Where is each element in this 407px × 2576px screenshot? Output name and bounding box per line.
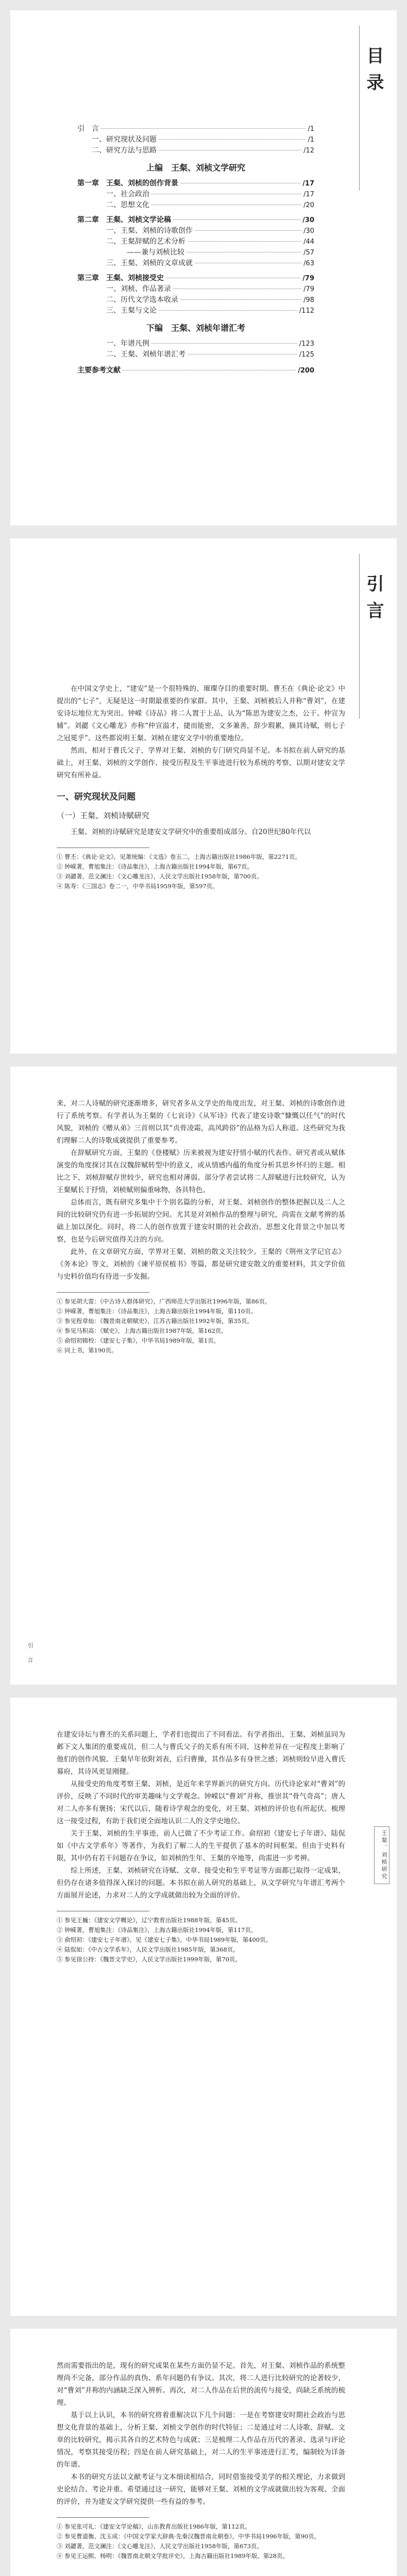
toc-entry-label: 一、年谱凡例 xyxy=(106,340,149,348)
toc-entry-label: 主要参考文献 xyxy=(77,366,121,375)
toc-entry-page: /79 xyxy=(302,275,314,282)
toc-entry-label: 二、王粲、刘桢年谱汇考 xyxy=(106,350,185,359)
toc-leader-dots xyxy=(159,310,297,311)
toc-entry-page: /44 xyxy=(303,238,314,246)
paragraph: 综上所述，王粲、刘桢研究在诗赋、文章、接受史和生平考证等方面都已取得一定成果，但仍存在诸多值得深入探讨的问题。本书拟在前人研究的基础上，从文学研究与年谱汇考两个方面展开论述，力求对二人的文学成就做出较为全面的评价。 xyxy=(57,1867,345,1900)
toc-entry-page: /12 xyxy=(303,147,314,155)
toc-entry-label: 二、研究方法与思路 xyxy=(92,146,157,155)
toc-entry-label: 一、研究现状及问题 xyxy=(92,135,157,144)
paragraph: 在辞赋研究方面，王粲的《登楼赋》历来被视为建安抒情小赋的代表作。研究者或从赋体演变的角度探讨其在汉魏辞赋转型中的意义，或从情感内蕴的角度分析其思乡怀归的主题。相比之下，刘桢辞赋存世较少，研究也相对薄弱。部分学者尝试将二人辞赋进行比较研究，认为王粲赋长于抒情，刘桢赋则偏重咏物，各具特色。 xyxy=(57,1149,345,1194)
footnote: ⑤ 参见徐公持：《魏晋文学史》，人民文学出版社1999年版，第70页。 xyxy=(57,1956,242,1963)
footnote-rule xyxy=(57,1292,149,1293)
footnote: ⑤ 俞绍初辑校：《建安七子集》，中华书局1989年版，第1页。 xyxy=(57,1337,220,1344)
paragraph: 此外，在文章研究方面，学界对王粲、刘桢的散文关注较少。王粲的《荆州文学记官志》《务本论》等文，刘桢的《谏平原侯植书》等篇，都是研究建安散文的重要材料，其文学价值与史料价值均有待进一步发掘。 xyxy=(57,1248,345,1281)
toc-entry-label: 第二章 王粲、刘桢文学论稿 xyxy=(77,216,171,224)
paragraph: 来，对二人诗赋的研究逐渐增多，研究者多从文学史的角度出发，对王粲、刘桢的诗歌创作进行了系统考察。有学者认为王粲的《七哀诗》《从军诗》代表了建安诗歌“慷慨以任气”的时代风貌，刘桢的《赠从弟》三首则以其“贞骨凌霜，高风跨俗”的品格为后人称道。这些研究为我们理解二人的诗歌成就提供了重要参考。 xyxy=(57,1099,345,1145)
toc-entry-label: ——兼与刘桢比较 xyxy=(127,248,184,257)
toc-entry-label: 第三章 王粲、刘桢接受史 xyxy=(77,274,164,282)
toc-entry-page: /57 xyxy=(303,249,314,257)
running-head: 王粲、刘桢研究 xyxy=(374,1826,389,1884)
footnote: ④ 参见马积高：《赋史》，上海古籍出版社1987年版，第162页。 xyxy=(57,1327,227,1334)
toc-entry-page: /63 xyxy=(303,260,314,267)
toc-entry[interactable] xyxy=(77,189,314,200)
toc-entry[interactable] xyxy=(77,273,314,284)
footnote: ① 参见王巍：《建安文学概论》，辽宁教育出版社1988年版，第45页。 xyxy=(57,1917,242,1924)
paragraph: 然而需要指出的是，现有的研究成果在某些方面仍显不足。首先，对王粲、刘桢作品的系统整理尚不完备，部分作品的真伪、系年问题仍有争议。其次，将二人进行比较研究的论著较少，对“曹刘”并称的内涵缺乏深入辨析。再次，对二人作品在后世的流传与接受，尚缺乏系统的梳理。 xyxy=(57,2362,345,2407)
toc-entry-page: /17 xyxy=(303,191,314,198)
footnote: ② 参见曹道衡、沈玉成：《中国文学家大辞典·先秦汉魏晋南北朝卷》，中华书局1996年版，第90页。 xyxy=(57,2533,320,2540)
toc-entry-page: /79 xyxy=(303,285,314,293)
footnote: ④ 陆侃如：《中古文学系年》，人民文学出版社1985年版，第368页。 xyxy=(57,1946,239,1953)
body-page-3 xyxy=(10,1066,397,1685)
toc-entry-page: /98 xyxy=(303,296,314,304)
page-body xyxy=(57,2360,345,2561)
toc-title: 目录 xyxy=(363,46,384,100)
toc-entry-label: 引 言 xyxy=(77,125,99,133)
title-rule xyxy=(359,26,360,191)
footnote: ① 参见张可礼：《建安文学论稿》，山东教育出版社1986年版，第112页。 xyxy=(57,2523,251,2530)
toc-entry-page: /20 xyxy=(303,201,314,209)
paragraph: 总体而言，既有研究多集中于个别名篇的分析，对王粲、刘桢创作的整体把握以及二人之间的比较研究仍有进一步拓展的空间。尤其是对刘桢作品的整理与研究，尚需在文献考辨的基础上加以深化。同时，将二人的创作放置于建安时期的社会政治、思想文化背景之中加以考察，也是今后研究值得关注的方向。 xyxy=(57,1198,345,1244)
body-page-5 xyxy=(10,2329,397,2576)
footnotes xyxy=(57,1916,345,1964)
toc-entry[interactable] xyxy=(77,365,314,376)
footnote: ⑥ 同上书，第190页。 xyxy=(57,1347,117,1354)
section-heading: 一、研究现状及问题 xyxy=(57,792,135,802)
toc-entry[interactable] xyxy=(77,145,314,156)
running-folio: 引 言 xyxy=(27,1642,33,1664)
toc-entry[interactable] xyxy=(77,306,314,316)
toc-entry[interactable] xyxy=(77,258,314,269)
toc-entry-label: 一、社会政治 xyxy=(106,190,149,198)
toc-entry[interactable] xyxy=(77,295,314,306)
paragraph: 在中国文学史上，“建安”是一个很特殊的、璀璨夺目的重要时期。曹丕在《典论·论文》中提出的“七子”，无疑是这一时期最重要的作家群。其中，王粲、刘桢被后人并称“曹刘”，在建安诗坛地位尤为突出。钟嵘《诗品》将二人置于上品，认为“陈思为建安之杰，公干、仲宣为辅”。刘勰《文心雕龙》亦称“仲宣溢才，捷而能密，文多兼善，辞少瑕累，摘其诗赋，则七子之冠冕乎”。这些都说明王粲、刘桢在建安文学中的重要地位。 xyxy=(57,685,345,742)
toc-entry-page: /112 xyxy=(299,307,314,315)
toc-entry[interactable] xyxy=(77,226,314,236)
intro-body xyxy=(57,683,345,891)
footnotes xyxy=(57,1297,345,1355)
toc-entry-label: 二、思想文化 xyxy=(106,201,149,209)
toc-entry-label: 三、王粲与文论 xyxy=(106,307,157,315)
toc-leader-dots xyxy=(159,139,306,140)
toc-entry[interactable] xyxy=(77,215,314,226)
toc-entry-page: /30 xyxy=(303,227,314,235)
toc-entry[interactable] xyxy=(77,338,314,349)
footnote: ① 参见胡大雷：《中古诗人群体研究》，广西师范大学出版社1996年版，第86页。 xyxy=(57,1298,271,1305)
toc-entry[interactable] xyxy=(77,124,314,134)
footnote: ② 钟嵘著，曹旭集注：《诗品集注》，上海古籍出版社1994年版，第117页。 xyxy=(57,1926,257,1934)
toc-entry-label: 二、王粲辞赋的艺术分析 xyxy=(106,238,185,246)
intro-title: 引言 xyxy=(363,574,384,628)
toc-part-heading[interactable]: 下编 王粲、刘桢年谱汇考 xyxy=(146,323,245,333)
page-body xyxy=(57,1097,345,1355)
footnote: ③ 参见程章灿：《魏晋南北朝赋史》，江苏古籍出版社1992年版，第35页。 xyxy=(57,1317,253,1325)
body-page-4 xyxy=(10,1698,397,2316)
toc-leader-dots xyxy=(173,219,300,220)
toc-entry[interactable] xyxy=(77,134,314,145)
footnote-rule xyxy=(57,2517,149,2518)
footnotes xyxy=(57,852,345,891)
toc-leader-dots xyxy=(101,128,306,129)
paragraph: 王粲、刘桢的诗赋研究是建安文学研究中的重要组成部分。自20世纪80年代以 xyxy=(71,828,311,836)
toc-entry[interactable] xyxy=(77,236,314,247)
toc-entry[interactable] xyxy=(77,349,314,360)
footnote: ③ 俞绍初：《建安七子年谱》，见《建安七子集》，中华书局1989年版，第400页。 xyxy=(57,1936,272,1943)
toc-entry-label: 一、王粲、刘桢的诗歌创作 xyxy=(106,227,193,235)
toc-entry[interactable] xyxy=(77,200,314,211)
toc-page xyxy=(10,10,397,526)
toc-entry-page: /30 xyxy=(302,216,314,224)
footnote: ④ 陈寿：《三国志》卷二一，中华书局1959年版，第597页。 xyxy=(57,883,218,890)
toc-entry-page: /1 xyxy=(308,125,314,133)
footnotes xyxy=(57,2522,345,2561)
toc-entry-page: /125 xyxy=(299,351,314,359)
intro-page xyxy=(10,538,397,1054)
toc-leader-dots xyxy=(195,230,301,231)
footnote: ① 曹丕：《典论·论文》，见萧统编：《文选》卷五二，上海古籍出版社1986年版，第2271页。 xyxy=(57,853,301,860)
paragraph: 然而，相对于曹氏父子，学界对王粲、刘桢的专门研究尚显不足。本书拟在前人研究的基础上，对王粲、刘桢的文学创作、接受历程及生平事迹进行较为系统的考察，以期对建安文学研究有所补益。 xyxy=(57,747,345,779)
footnote: ③ 刘勰著，范文澜注：《文心雕龙注》，人民文学出版社1958年版，第700页。 xyxy=(57,873,263,880)
toc-entry-page: /1 xyxy=(308,136,314,144)
toc-leader-dots xyxy=(188,241,301,242)
footnote: ② 钟嵘著，曹旭集注：《诗品集注》，上海古籍出版社1994年版，第110页。 xyxy=(57,1308,257,1315)
paragraph: 本书的研究方法以文献考证与文本细读相结合，同时借鉴接受美学的相关理论，力求做到史论结合、考论并重。希望通过这一研究，能够对王粲、刘桢的文学成就做出较为客观、全面的评价，并为建安文学研究提供一些有益的参考。 xyxy=(57,2473,345,2506)
toc-entry[interactable] xyxy=(77,247,314,258)
toc-leader-dots xyxy=(180,299,301,300)
title-rule xyxy=(359,554,360,719)
subsection-heading: （一）王粲、刘桢诗赋研究 xyxy=(57,811,150,820)
toc-entry-label: 二、历代文学选本收录 xyxy=(106,296,178,304)
toc-leader-dots xyxy=(151,343,297,344)
paragraph: 基于以上认识，本书的研究将着重解决以下几个问题：一是在考察建安时期社会政治与思想文化背景的基础上，分析王粲、刘桢文学创作的时代特征；二是通过对二人诗歌、辞赋、文章的比较研究，揭示其各自的艺术特色与成就；三是梳理二人作品在历代的著录、选录与评论情况，考察其接受历程；四是在前人研究基础上，对二人的生平事迹进行汇考，编制较为详备的年谱。 xyxy=(57,2411,345,2469)
toc-part-heading[interactable]: 上编 王粲、刘桢文学研究 xyxy=(146,163,245,173)
toc-entry[interactable] xyxy=(77,284,314,295)
toc-entry-page: /17 xyxy=(302,180,314,188)
toc-entry-label: 第一章 王粲、刘桢的创作背景 xyxy=(77,179,178,188)
paragraph: 关于王粲、刘桢的生平事迹，前人已做了不少考证工作。俞绍初《建安七子年谱》、陆侃如《中古文学系年》等著作，为我们了解二人的生平提供了基本的时间框架。但由于史料有限，其中仍有若干问题存在争议，如刘桢的生年、王粲的卒地等，尚需进一步考辨。 xyxy=(57,1829,345,1862)
paragraph: 从接受史的角度考察王粲、刘桢，是近年来学界新兴的研究方向。历代诗论家对“曹刘”的评价，反映了不同时代的审美趣味与文学观念。钟嵘以“曹刘”并称，推崇其“骨气奇高”；唐人对二人亦多有褒扬；宋代以后，随着诗学观念的变化，对王粲、刘桢的评价也有所起伏。梳理这一接受过程，有助于我们更全面地认识二人的文学史地位。 xyxy=(57,1780,345,1825)
page-body xyxy=(57,1728,345,1964)
paragraph: 在建安诗坛与曹丕的关系问题上，学者们也提出了不同看法。有学者指出，王粲、刘桢虽同为邺下文人集团的重要成员，但二人与曹氏父子的关系有所不同，这种差异在一定程度上影响了他们的创作风貌。王粲早年依附刘表，后归曹操，其作品多有身世之感；刘桢则较早进入曹氏幕府，其诗风更显刚健。 xyxy=(57,1731,345,1776)
toc-list xyxy=(77,124,314,376)
toc-entry[interactable] xyxy=(77,178,314,189)
footnote: ④ 参见王运熙、杨明：《魏晋南北朝文学批评史》，上海古籍出版社1989年版，第28页。 xyxy=(57,2552,289,2560)
footnote: ③ 刘勰著，范文澜注：《文心雕龙注》，人民文学出版社1958年版，第673页。 xyxy=(57,2543,263,2550)
toc-entry-page: /200 xyxy=(298,367,314,375)
toc-entry-label: 三、王粲、刘桢的文章成就 xyxy=(106,259,193,267)
toc-entry-label: 一、刘桢、作品著录 xyxy=(106,285,171,293)
toc-entry-page: /123 xyxy=(299,340,314,348)
footnote: ② 钟嵘著，曹旭集注：《诗品集注》，上海古籍出版社1994年版，第67页。 xyxy=(57,863,253,870)
